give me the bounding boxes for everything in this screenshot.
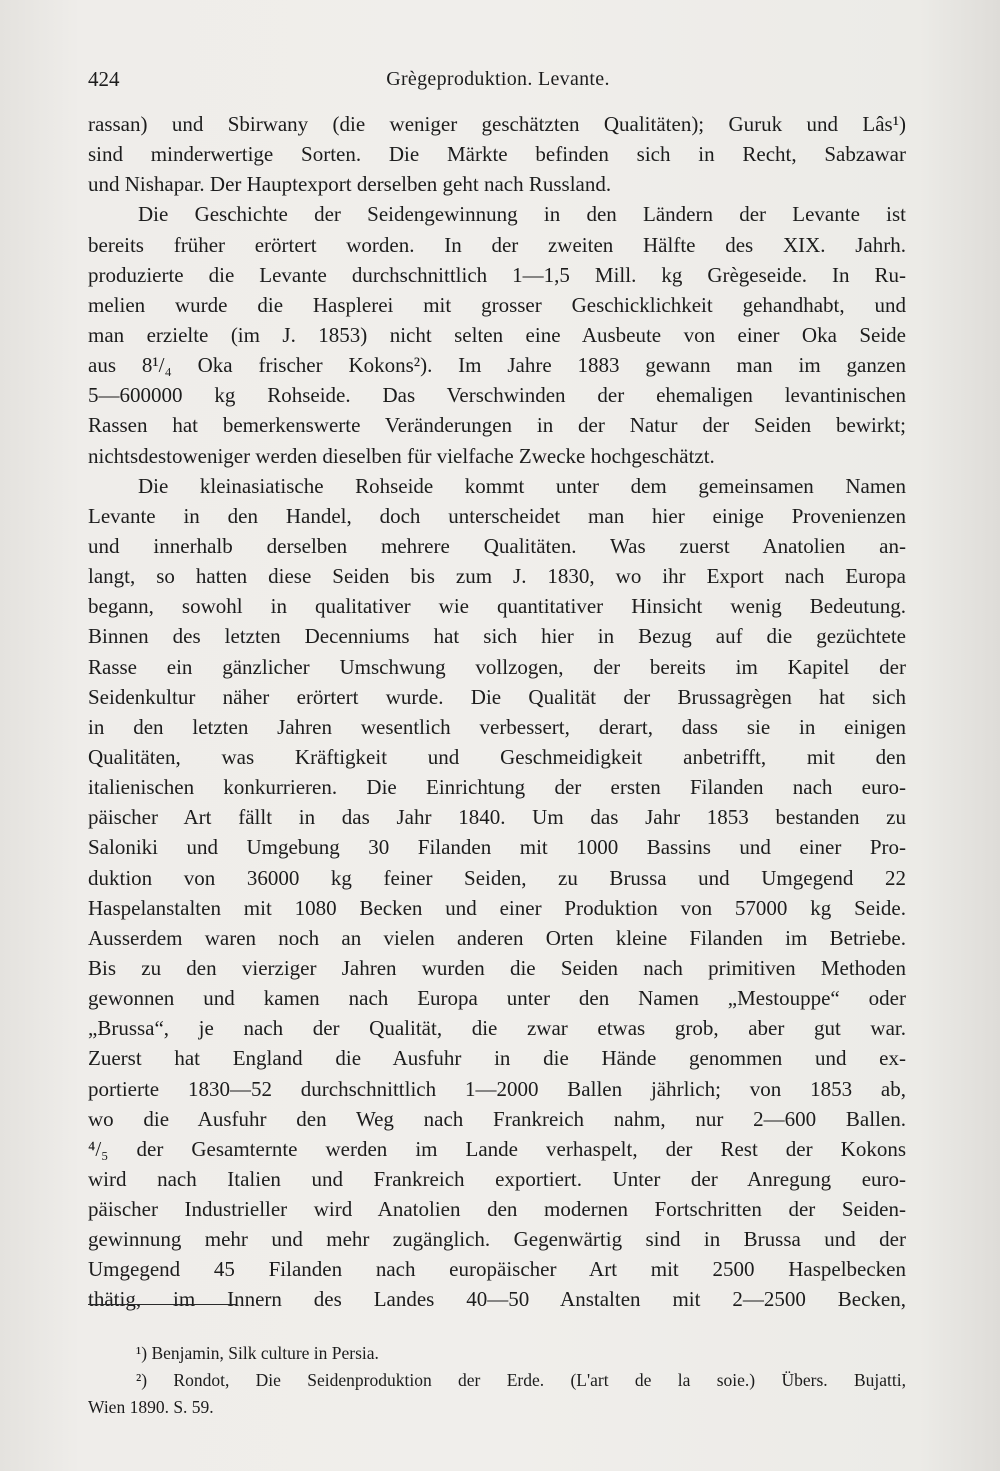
- text-line: produzierte die Levante durchschnittlich 1—1,5 Mill. kg Grègeseide. In Ru-: [88, 262, 906, 287]
- text-line: rassan) und Sbirwany (die weniger geschätzten Qualitäten); Guruk und Lâs¹): [88, 112, 906, 136]
- text-line: wird nach Italien und Frankreich exportiert. Unter der Anregung euro-: [88, 1166, 906, 1191]
- running-head: [88, 64, 908, 94]
- text-line: aus 8¹/₄ Oka frischer Kokons²). Im Jahre 1883 gewann man im ganzen: [88, 353, 906, 378]
- text-line: gewinnung mehr und mehr zugänglich. Gegenwärtig sind in Brussa und der: [88, 1227, 906, 1252]
- text-line: und Nishapar. Der Hauptexport derselben geht nach Russland.: [88, 172, 612, 197]
- text-line: Qualitäten, was Kräftigkeit und Geschmeidigkeit anbetrifft, mit den: [88, 744, 906, 769]
- text-line: melien wurde die Hasplerei mit grosser Geschicklichkeit gehandhabt, und: [88, 292, 906, 317]
- footnotes: [88, 1340, 906, 1421]
- text-line: päischer Industrieller wird Anatolien den modernen Fortschritten der Seiden-: [88, 1197, 906, 1222]
- text-line: gewonnen und kamen nach Europa unter den Namen „Mestouppe“ oder: [88, 986, 906, 1011]
- footnote-divider: [88, 1304, 236, 1305]
- text-line: Levante in den Handel, doch unterscheidet man hier einige Provenienzen: [88, 503, 906, 528]
- text-line: wo die Ausfuhr den Weg nach Frankreich nahm, nur 2—600 Ballen.: [88, 1106, 906, 1131]
- text-line: Ausserdem waren noch an vielen anderen Orten kleine Filanden im Betriebe.: [88, 925, 906, 950]
- page-number: 424: [88, 67, 120, 91]
- text-line: langt, so hatten diese Seiden bis zum J. 1830, wo ihr Export nach Europa: [88, 564, 906, 589]
- text-line: bereits früher erörtert worden. In der zweiten Hälfte des XIX. Jahrh.: [88, 232, 906, 257]
- text-line: portierte 1830—52 durchschnittlich 1—2000 Ballen jährlich; von 1853 ab,: [88, 1076, 906, 1101]
- text-line: Die Geschichte der Seidengewinnung in den Ländern der Levante ist: [138, 202, 906, 227]
- text-line: ⁴/₅ der Gesamternte werden im Lande verhaspelt, der Rest der Kokons: [88, 1136, 906, 1161]
- text-line: man erzielte (im J. 1853) nicht selten eine Ausbeute von einer Oka Seide: [88, 322, 906, 347]
- text-line: italienischen konkurrieren. Die Einrichtung der ersten Filanden nach euro-: [88, 775, 906, 800]
- footnote-line: ²) Rondot, Die Seidenproduktion der Erde. (L'art de la soie.) Übers. Bujatti,: [136, 1370, 906, 1390]
- text-line: nichtsdestoweniger werden dieselben für vielfache Zwecke hochgeschätzt.: [88, 443, 715, 468]
- text-line: und innerhalb derselben mehrere Qualitäten. Was zuerst Anatolien an-: [88, 533, 906, 558]
- text-line: Zuerst hat England die Ausfuhr in die Hände genommen und ex-: [88, 1046, 906, 1071]
- text-line: Rassen hat bemerkenswerte Veränderungen in der Natur der Seiden bewirkt;: [88, 413, 906, 438]
- footnote-line: Wien 1890. S. 59.: [88, 1397, 214, 1417]
- text-line: päischer Art fällt in das Jahr 1840. Um das Jahr 1853 bestanden zu: [88, 805, 906, 830]
- body-text: [88, 109, 906, 1315]
- text-line: begann, sowohl in qualitativer wie quantitativer Hinsicht wenig Bedeutung.: [88, 594, 906, 619]
- text-line: 5—600000 kg Rohseide. Das Verschwinden der ehemaligen levantinischen: [88, 383, 906, 408]
- header-title: Grègeproduktion. Levante.: [386, 68, 610, 90]
- text-line: Saloniki und Umgebung 30 Filanden mit 1000 Bassins und einer Pro-: [88, 835, 906, 860]
- text-line: Umgegend 45 Filanden nach europäischer Art mit 2500 Haspelbecken: [88, 1257, 906, 1282]
- text-line: Seidenkultur näher erörtert wurde. Die Qualität der Brussagrègen hat sich: [88, 684, 906, 709]
- text-line: Binnen des letzten Decenniums hat sich hier in Bezug auf die gezüchtete: [88, 624, 906, 649]
- text-line: Die kleinasiatische Rohseide kommt unter dem gemeinsamen Namen: [138, 473, 906, 498]
- text-line: sind minderwertige Sorten. Die Märkte befinden sich in Recht, Sabzawar: [88, 142, 906, 167]
- text-line: Bis zu den vierziger Jahren wurden die Seiden nach primitiven Methoden: [88, 955, 906, 980]
- text-line: Haspelanstalten mit 1080 Becken und einer Produktion von 57000 kg Seide.: [88, 895, 906, 920]
- footnote-line: ¹) Benjamin, Silk culture in Persia.: [136, 1343, 379, 1363]
- text-line: duktion von 36000 kg feiner Seiden, zu Brussa und Umgegend 22: [88, 865, 906, 890]
- text-line: Rasse ein gänzlicher Umschwung vollzogen, der bereits im Kapitel der: [88, 654, 906, 679]
- text-line: in den letzten Jahren wesentlich verbessert, derart, dass sie in einigen: [88, 714, 906, 739]
- text-line: „Brussa“, je nach der Qualität, die zwar etwas grob, aber gut war.: [88, 1016, 906, 1041]
- text-line: thätig, im Innern des Landes 40—50 Anstalten mit 2—2500 Becken,: [88, 1287, 906, 1312]
